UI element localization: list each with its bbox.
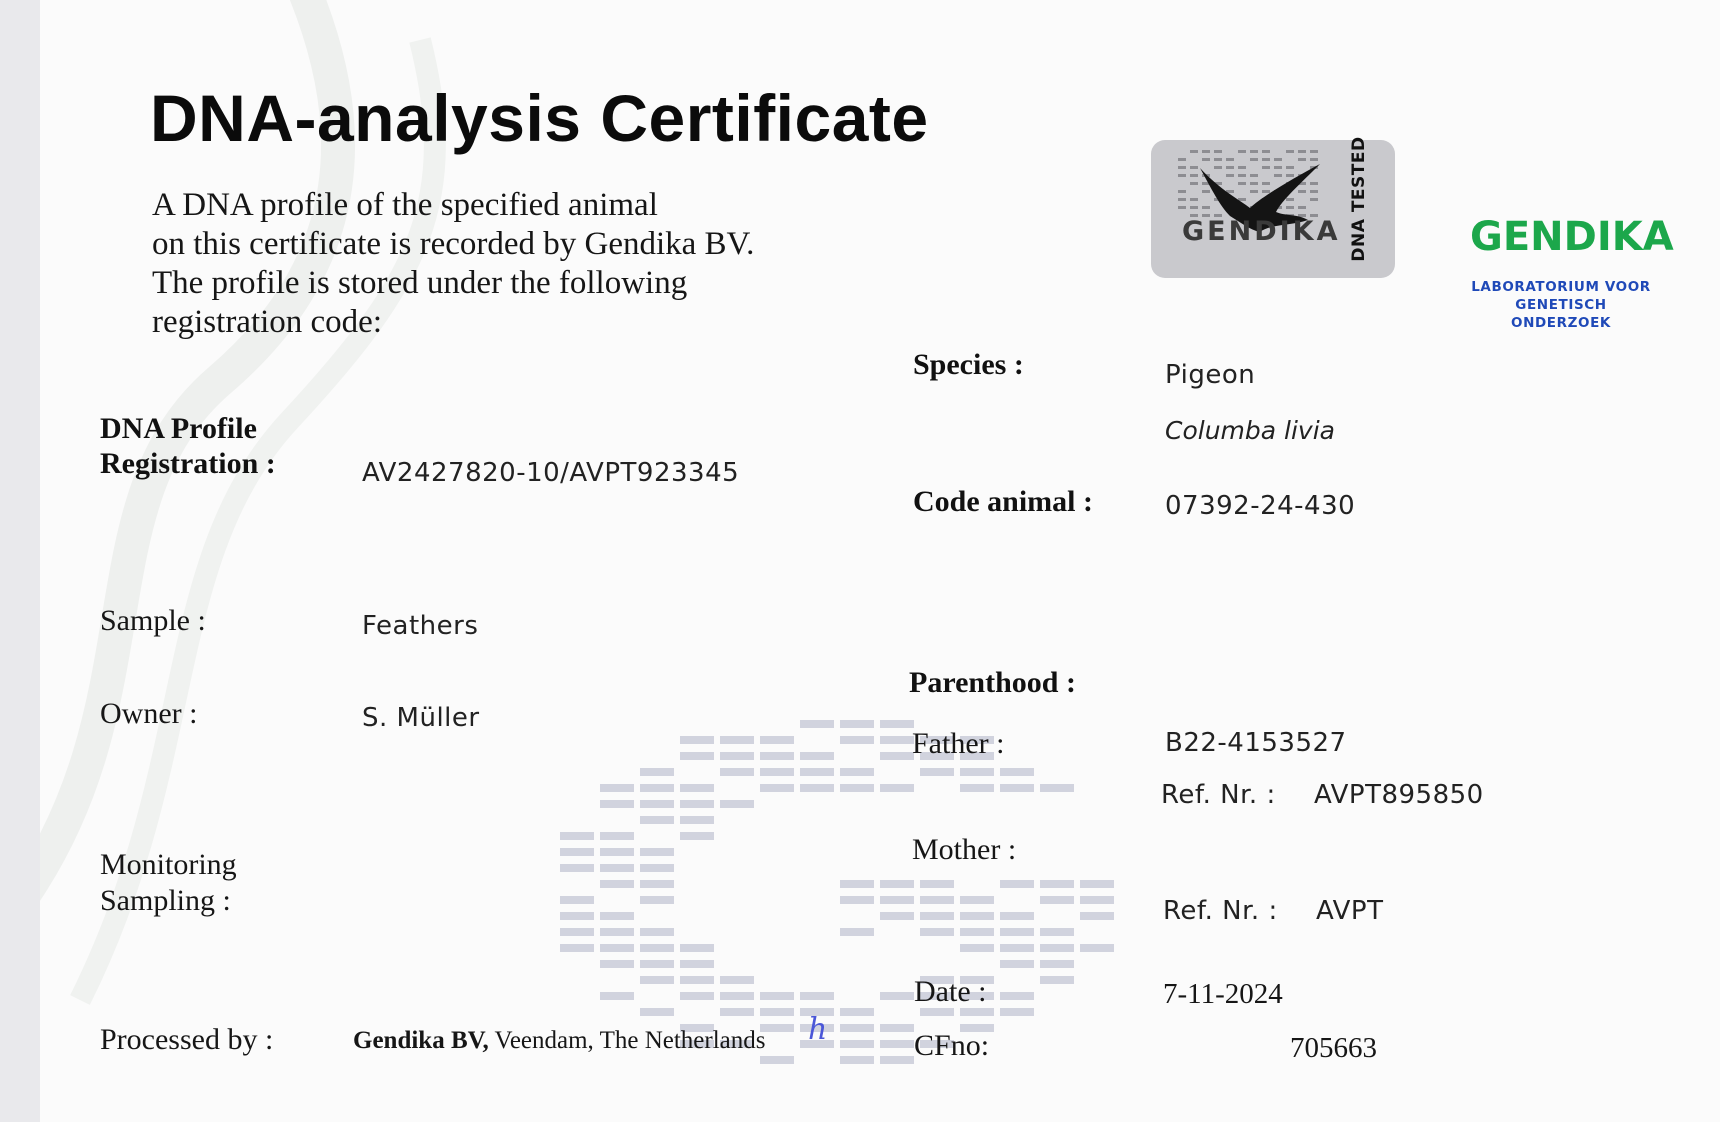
code-animal-label: Code animal :: [913, 485, 1093, 518]
mother-label: Mother :: [912, 833, 1017, 866]
sample-label: Sample :: [100, 604, 206, 637]
processed-by-value: [353, 1027, 766, 1055]
processed-company: Gendika BV,: [353, 1027, 489, 1054]
dna-profile-label: DNA Profile: [100, 412, 257, 445]
signature-mark: h: [808, 1012, 828, 1047]
father-value: B22-4153527: [1165, 728, 1347, 758]
sampling-label: Sampling :: [100, 884, 231, 917]
mother-ref-label: Ref. Nr. :: [1163, 896, 1278, 926]
date-value: 7-11-2024: [1163, 978, 1283, 1010]
code-animal-value: 07392-24-430: [1165, 491, 1356, 521]
cfno-label: CFno:: [914, 1029, 990, 1062]
species-latin-value: Columba livia: [1165, 416, 1335, 445]
processed-by-label: Processed by :: [100, 1023, 274, 1056]
father-label: Father :: [912, 727, 1005, 760]
owner-label: Owner :: [100, 697, 198, 730]
parenthood-label: Parenthood :: [909, 666, 1076, 699]
registration-value: AV2427820-10/AVPT923345: [362, 458, 740, 488]
species-label: Species :: [913, 348, 1024, 381]
monitoring-label: Monitoring: [100, 848, 237, 881]
owner-value: S. Müller: [362, 703, 480, 733]
father-ref-value: AVPT895850: [1314, 780, 1484, 810]
gendika-logo-name: GENDIKA: [1470, 214, 1674, 260]
registration-label: Registration :: [100, 447, 276, 480]
date-label: Date :: [914, 975, 987, 1008]
seal-brand-text: GENDIKA: [1182, 216, 1341, 247]
gendika-logo-icon: [1472, 96, 1652, 204]
gendika-logo-subtitle: LABORATORIUM VOOR GENETISCH ONDERZOEK: [1471, 279, 1651, 331]
certificate-title: DNA-analysis Certificate: [150, 81, 929, 155]
mother-ref-value: AVPT: [1316, 896, 1384, 926]
species-common-value: Pigeon: [1165, 360, 1256, 390]
certificate-sheet: [40, 0, 1720, 1122]
processed-location: Veendam, The Netherlands: [494, 1027, 766, 1054]
sample-value: Feathers: [362, 611, 479, 641]
cfno-value: 705663: [1290, 1032, 1377, 1064]
father-ref-label: Ref. Nr. :: [1161, 780, 1276, 810]
seal-tested-label: DNA TESTED: [1349, 136, 1369, 262]
certificate-intro: A DNA profile of the specified animal on this certificate is recorded by Gendika BV. The profile is stored under the following registration code:: [152, 187, 755, 340]
